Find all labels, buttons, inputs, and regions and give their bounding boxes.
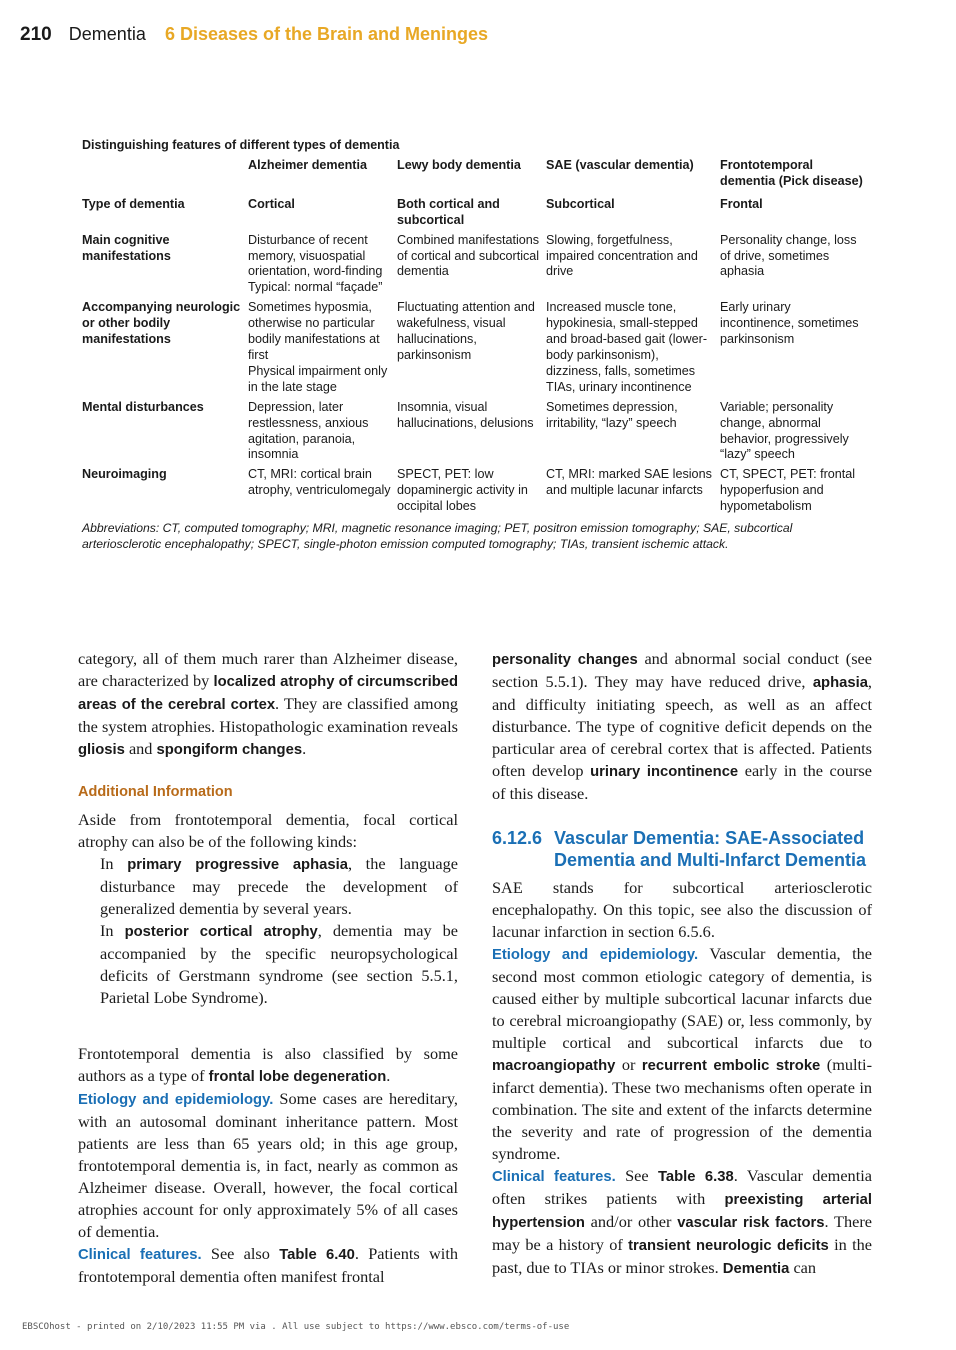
table-cell: CT, MRI: marked SAE lesions and multiple lacunar infarcts [546,467,712,498]
table-row [82,233,872,301]
table-cell: Variable; personality change, abnormal behavior, progressively “lazy” speech [720,399,849,462]
table-cell: Slowing, forgetfulness, impaired concentration and drive [546,232,698,279]
paragraph: Etiology and epidemiology. Vascular dementia, the second most common etiologic category of dementia, is caused either by multiple subcortical lacunar infarcts due to cerebral microangiopathy (SAE) or, less commonly, by multiple cortical and subcortical infarcts due to macroangiopathy or recurrent embolic stroke (multi-infarct dementia). These two mechanisms often operate in combination. The site and extent of the infarcts determine the severity and rate of progression of the dementia syndrome. [492,944,872,1163]
paragraph: In posterior cortical atrophy, dementia may be accompanied by the specific neuropsychological deficits of Gerstmann syndrome (see section 5.5.1, Parietal Lobe Syndrome). [100,921,458,1007]
table-cell: CT, SPECT, PET: frontal hypoperfusion and hypometabolism [720,467,856,514]
column-header: Alzheimer dementia [248,158,367,172]
paragraph: Aside from frontotemporal dementia, focal cortical atrophy can also be of the following kinds: [78,810,458,851]
table-cell: Depression, later restlessness, anxious agitation, paranoia, insomnia [248,399,369,462]
column-header: Frontotemporal dementia (Pick disease) [720,158,863,188]
table-title: Distinguishing features of different types of dementia [82,138,400,152]
row-header: Mental disturbances [82,399,204,414]
paragraph: Clinical features. See also Table 6.40. Patients with frontotemporal dementia often manifest frontal [78,1244,458,1286]
section-number: 6.12.6 [492,828,543,848]
table-cell: Sometimes depression, irritability, “lazy” speech [546,399,678,430]
row-header: Neuroimaging [82,467,167,482]
table-cell: Personality change, loss of drive, sometimes aphasia [720,232,857,279]
dementia-table [82,158,872,519]
table-cell: Insomnia, visual hallucinations, delusions [397,399,534,430]
table-row [82,197,872,233]
left-column [78,648,458,1288]
column-header: SAE (vascular dementia) [546,158,694,172]
page-header [20,24,488,52]
table-cell: Subcortical [546,196,615,211]
section-title: Vascular Dementia: SAE-Associated Dementia and Multi-Infarct Dementia [554,828,867,870]
table-cell: CT, MRI: cortical brain atrophy, ventriculomegaly [248,467,391,498]
paragraph: Frontotemporal dementia is also classified by some authors as a type of frontal lobe degeneration. [78,1044,458,1085]
paragraph: SAE stands for subcortical arteriosclerotic encephalopathy. On this topic, see also the discussion of lacunar infarction in section 6.5.6. [492,878,872,941]
paragraph: Clinical features. See Table 6.38. Vascular dementia often strikes patients with preexisting arterial hypertension and/or other vascular risk factors. There may be a history of transient neurologic deficits in the past, due to TIAs or minor strokes. Dementia can [492,1166,873,1277]
table-cell: Disturbance of recent memory, visuospatial orientation, word-finding Typical: normal “façade” [248,232,383,295]
section-heading [492,827,872,871]
table-cell: Fluctuating attention and wakefulness, visual hallucinations, parkinsonism [397,300,535,362]
right-column [492,648,872,1280]
table-row [82,400,872,468]
table-header-row [82,158,872,197]
table-corner [82,158,248,197]
table-cell: SPECT, PET: low dopaminergic activity in occipital lobes [397,467,528,514]
table-abbreviations: Abbreviations: CT, computed tomography; MRI, magnetic resonance imaging; PET, positron emission tomography; SAE, subcortical arteriosclerotic encephalopathy; SPECT, single-photon emission computed tomography; TIAs, transient ischemic attack. [82,521,793,551]
paragraph: category, all of them much rarer than Alzheimer disease, are characterized by localized atrophy of circumscribed areas of the cerebral cortex. They are classified among the system atrophies. Histopathologic examination reveals gliosis and spongiform changes. [78,649,458,758]
table-cell: Frontal [720,196,763,211]
row-header: Main cognitive manifestations [82,232,171,263]
row-header: Type of dementia [82,196,185,211]
table-cell: Early urinary incontinence, sometimes parkinsonism [720,300,859,347]
footer-notice: EBSCOhost - printed on 2/10/2023 11:55 PM via . All use subject to https://www.ebsco.com/terms-of-use [22,1322,570,1332]
page-number: 210 [20,24,52,45]
paragraph: In primary progressive aphasia, the language disturbance may precede the development of generalized dementia by several years. [100,854,458,918]
dementia-table-block [82,138,872,552]
additional-info-heading: Additional Information [78,784,233,800]
row-header: Accompanying neurologic or other bodily manifestations [82,300,241,347]
table-row [82,300,872,399]
table-row [82,467,872,519]
running-title: Dementia [68,24,146,44]
paragraph: Etiology and epidemiology. Some cases are hereditary, with an autosomal dominant inheritance pattern. Most patients are less than 65 years old; in this age group, frontotemporal dementia is, in fact, nearly as common as Alzheimer disease. Overall, however, the focal cortical atrophies account for only approximately 5% of all cases of dementia. [78,1089,458,1241]
table-cell: Both cortical and subcortical [397,196,500,227]
table-cell: Combined manifestations of cortical and subcortical dementia [397,232,540,279]
paragraph: personality changes and abnormal social conduct (see section 5.5.1). They may have reduced drive, aphasia, and difficulty initiating speech, as well as an affect disturbance. The type of cognitive deficit depends on the particular area of cerebral cortex that is affected. Patients often develop urinary incontinence early in the course of this disease. [492,649,872,803]
chapter-title: 6 Diseases of the Brain and Meninges [164,24,489,44]
column-header: Lewy body dementia [397,158,521,172]
table-cell: Cortical [248,196,295,211]
table-cell: Increased muscle tone, hypokinesia, small-stepped and broad-based gait (lower-body parkinsonism), dizziness, falls, sometimes TIAs, urinary incontinence [546,300,708,394]
table-cell: Sometimes hyposmia, otherwise no particular bodily manifestations at first Physical impairment only in the late stage [248,300,388,394]
